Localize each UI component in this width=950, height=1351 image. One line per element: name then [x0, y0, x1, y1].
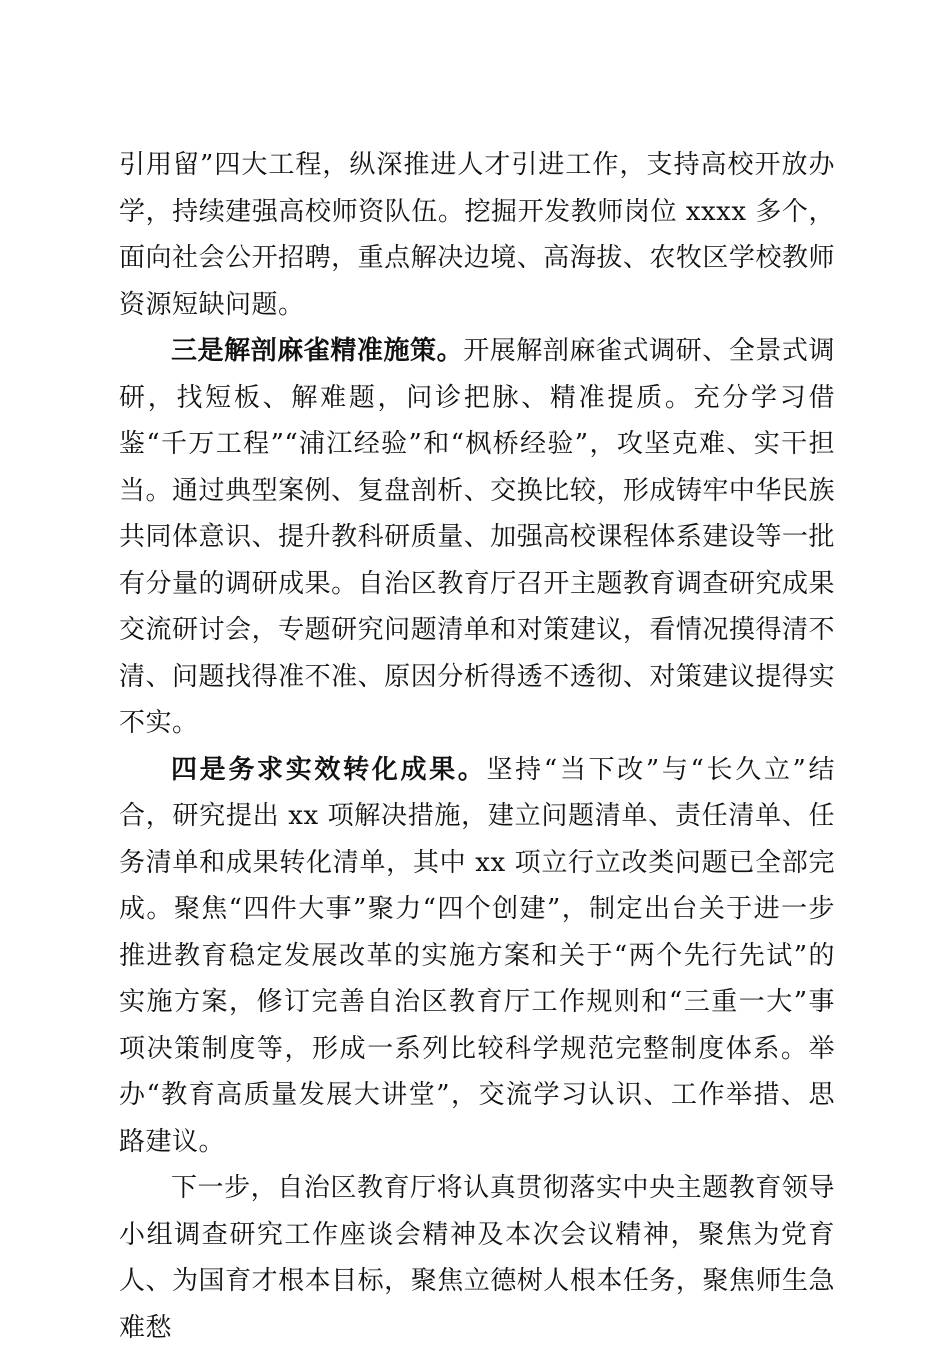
paragraph-text: 坚持“当下改”与“长久立”结合，研究提出 xx 项解决措施，建立问题清单、责任清单、任务清单和成果转化清单，其中 xx 项立行立改类问题已全部完成。聚焦“四件大事”聚力“四个创建”，制定出台关于进一步推进教育稳定发展改革的实施方案和关于“两个先行先试”的实施方案，修订完善自治区教育厅工作规则和“三重一大”事项决策制度等，形成一系列比较科学规范完整制度体系。举办“教育高质量发展大讲堂”，交流学习认识、工作举措、思路建议。 [119, 754, 835, 1157]
paragraph-point-four [119, 747, 835, 1166]
paragraph-next-step [119, 1165, 835, 1351]
document-body [119, 142, 835, 1351]
paragraph-heading: 三是解剖麻雀精准施策。 [171, 336, 464, 366]
paragraph-text: 下一步，自治区教育厅将认真贯彻落实中央主题教育领导小组调查研究工作座谈会精神及本次会议精神，聚焦为党育人、为国育才根本目标，聚焦立德树人根本任务，聚焦师生急难愁 [119, 1173, 835, 1343]
paragraph-text: 引用留”四大工程，纵深推进人才引进工作，支持高校开放办学，持续建强高校师资队伍。挖掘开发教师岗位 xxxx 多个，面向社会公开招聘，重点解决边境、高海拔、农牧区学校教师资源短缺问题。 [119, 150, 835, 320]
paragraph-continuation [119, 142, 835, 328]
paragraph-heading: 四是务求实效转化成果。 [171, 754, 487, 785]
paragraph-text: 开展解剖麻雀式调研、全景式调研，找短板、解难题，问诊把脉、精准提质。充分学习借鉴“千万工程”“浦江经验”和“枫桥经验”，攻坚克难、实干担当。通过典型案例、复盘剖析、交换比较，形成铸牢中华民族共同体意识、提升教科研质量、加强高校课程体系建设等一批有分量的调研成果。自治区教育厅召开主题教育调查研究成果交流研讨会，专题研究问题清单和对策建议，看情况摸得清不清、问题找得准不准、原因分析得透不透彻、对策建议提得实不实。 [119, 336, 835, 738]
paragraph-point-three [119, 328, 835, 747]
